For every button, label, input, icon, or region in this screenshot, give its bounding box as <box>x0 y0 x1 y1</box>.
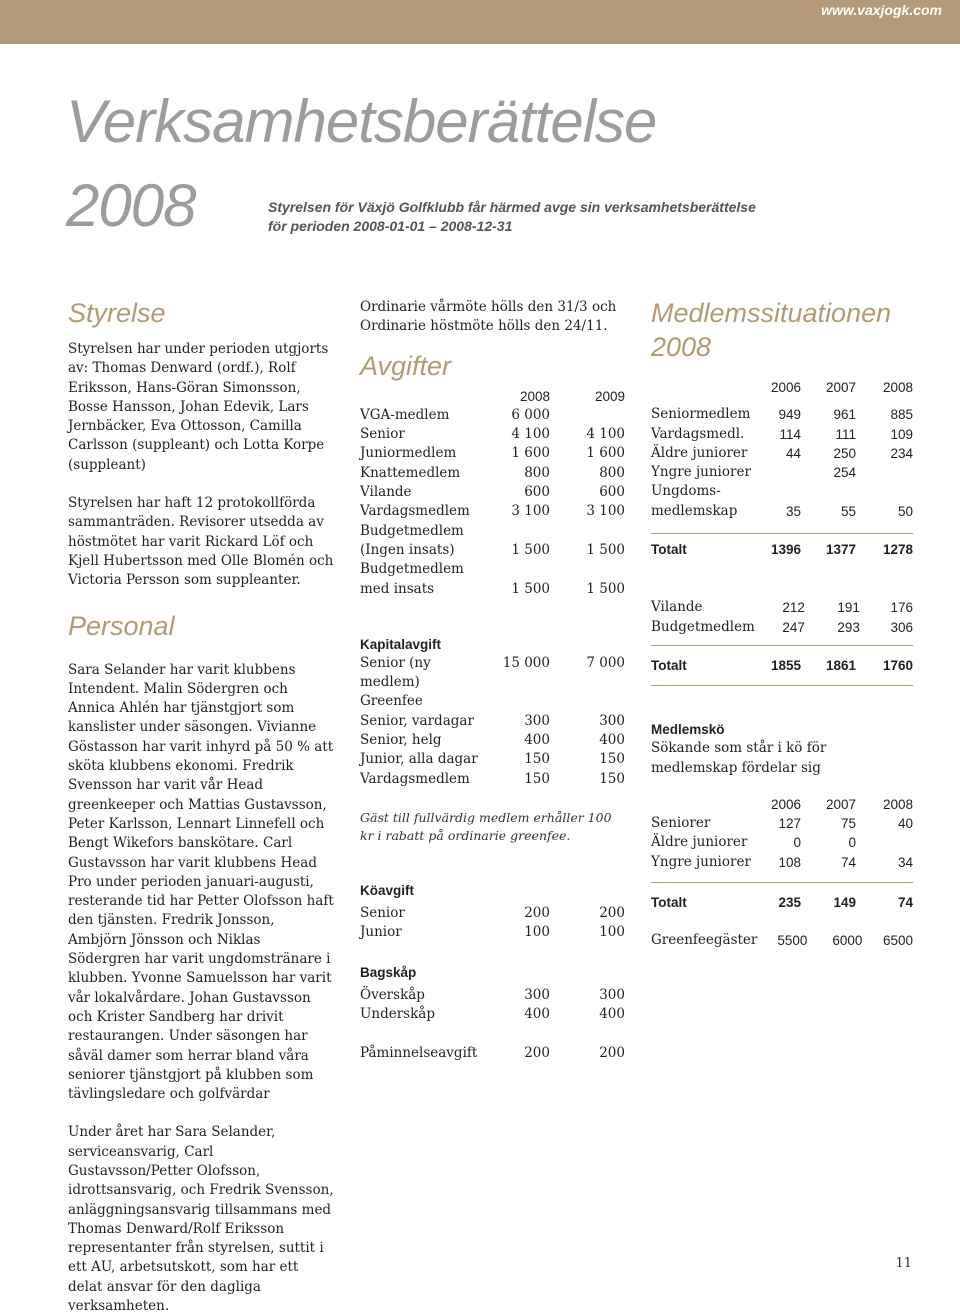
table-row <box>360 923 625 942</box>
row-value: 1278 <box>882 542 913 558</box>
medlem-rows-2 <box>651 598 913 637</box>
medlemsko-total-table <box>651 893 913 912</box>
row-label: Ungdoms- <box>651 483 721 500</box>
table-row <box>360 425 625 444</box>
top-bar <box>0 0 960 44</box>
row-value: 200 <box>524 904 550 921</box>
medlemsko-rows <box>651 814 913 872</box>
year-header: 2006 <box>770 380 801 395</box>
row-value: 3 100 <box>586 503 625 520</box>
page-number: 11 <box>895 1256 912 1271</box>
table-row <box>651 482 913 501</box>
heading-line-1: Medlemssituationen <box>651 298 892 328</box>
row-value <box>751 463 801 482</box>
row-value: 400 <box>599 732 625 749</box>
avgifter-table <box>360 387 625 599</box>
row-value: 400 <box>524 732 550 749</box>
row-value: 400 <box>524 1005 550 1022</box>
table-row <box>360 770 625 789</box>
row-value: 100 <box>599 924 625 941</box>
medlem-table <box>651 378 913 521</box>
avgifter-heading: Avgifter <box>360 350 452 381</box>
greenfee-note: Gäst till fullvärdig medlem erhåller 100 kr i rabatt på ordinarie greenfee. <box>360 809 612 843</box>
bagskap-heading: Bagskåp <box>360 964 417 980</box>
row-value <box>550 692 625 711</box>
table-row <box>651 618 913 637</box>
table-row <box>651 444 913 463</box>
row-value <box>550 560 625 579</box>
row-label: Vardagsmedl. <box>651 425 745 442</box>
row-value: 1855 <box>770 657 801 673</box>
row-label: VGA-medlem <box>360 406 450 423</box>
row-value: 74 <box>840 854 856 870</box>
row-value: 74 <box>897 895 913 911</box>
row-value: 127 <box>778 816 801 832</box>
year-header: 2009 <box>594 388 625 404</box>
row-label: Budgetmedlem <box>360 561 464 578</box>
row-value: 1 600 <box>511 445 550 462</box>
row-label: Påminnelseavgift <box>360 1045 478 1062</box>
bagskap-table <box>360 986 625 1025</box>
table-row <box>360 986 625 1005</box>
row-value <box>478 692 550 711</box>
table-row <box>651 814 913 833</box>
row-value: 6 000 <box>511 406 550 423</box>
row-value: 108 <box>778 854 801 870</box>
table-row <box>651 656 913 675</box>
row-label: Vilande <box>360 484 412 501</box>
row-label: Senior (ny medlem) <box>360 654 431 691</box>
table-row <box>360 654 625 693</box>
row-value <box>856 833 913 852</box>
row-label: Knattemedlem <box>360 464 461 481</box>
greenfee-row <box>651 931 913 950</box>
row-value: 300 <box>524 986 550 1003</box>
row-value: 1 500 <box>511 541 550 558</box>
row-value: 800 <box>599 464 625 481</box>
totalt-row <box>651 656 913 675</box>
personal-paragraph-1: Sara Selander har varit klubbens Intendent. Malin Södergren och Annica Ahlén har tjänstgjort som kanslister under säsongen. Vivianne Göstasson har varit inhyrd på 50 % att sköta klubbens ekonomi. Fredrik Svensson har varit vår Head greenkeeper och Mattias Gustavsson, Peter Karlsson, Lennart Linnefell och Bengt Wikefors banskötare. Carl Gustavsson har varit klubbens Head Pro under perioden januari-augusti, resterande tid har Petter Olofsson haft den tjänsten. Fredrik Jonsson, Ambjörn Jönsson och Niklas Södergren har varit ungdomstränare i klubben. Yvonne Samuelsson har varit vår lokalvårdare. Johan Gustavsson och Krister Sandberg har drivit restaurangen. Under säsongen har såväl damer som herrar bland våra seniorer tjänstgjort på klubben som tävlingsledare och golfvärdar <box>68 661 334 1103</box>
table-row <box>651 502 913 521</box>
row-label: Senior, helg <box>360 732 442 749</box>
column-avgifter <box>360 298 625 1063</box>
year-header: 2007 <box>825 796 856 812</box>
table-row <box>360 750 625 769</box>
table-row <box>360 444 625 463</box>
row-label: Seniorer <box>651 815 711 832</box>
personal-heading: Personal <box>68 610 175 641</box>
row-value: 149 <box>833 895 856 911</box>
table-row <box>360 692 625 711</box>
row-value: 7 000 <box>586 654 625 671</box>
row-value: 306 <box>890 619 913 635</box>
medlem-total-table-2 <box>651 656 913 675</box>
row-value: 1 600 <box>586 445 625 462</box>
page-year: 2008 <box>66 172 196 239</box>
table-row <box>651 540 913 559</box>
table-row <box>651 405 913 424</box>
medlem-total-table <box>651 540 913 559</box>
greenfee-table <box>651 931 913 950</box>
row-label: (Ingen insats) <box>360 541 455 558</box>
row-label: Totalt <box>651 657 687 673</box>
row-value <box>550 406 625 425</box>
row-label: Senior <box>360 426 405 443</box>
row-value: 1 500 <box>511 580 550 597</box>
divider <box>651 685 913 686</box>
row-label: Vardagsmedlem <box>360 770 470 787</box>
row-label: Yngre juniorer <box>651 853 751 870</box>
row-value: 885 <box>890 407 913 423</box>
medlemsko-heading: Medlemskö <box>651 722 725 738</box>
medlem-year-row <box>651 378 913 397</box>
table-row <box>651 853 913 872</box>
row-value: 250 <box>833 445 856 461</box>
ko-year-row <box>651 795 913 814</box>
row-value: 150 <box>524 770 550 787</box>
intro-line-1: Styrelsen för Växjö Golfklubb får härmed avge sin verksamhetsberättelse <box>268 199 756 215</box>
table-row <box>360 712 625 731</box>
row-value: 234 <box>890 445 913 461</box>
styrelse-paragraph-1: Styrelsen har under perioden utgjorts av: Thomas Denward (ordf.), Rolf Eriksson, Hans-Göran Simonsson, Bosse Hansson, Johan Edevik, Lars Jernbäcker, Eva Ottosson, Camilla Carlsson (suppleant) och Lotta Korpe (suppleant) <box>68 341 329 473</box>
table-row <box>360 502 625 521</box>
row-value: 300 <box>599 712 625 729</box>
row-value: 150 <box>524 751 550 768</box>
medlemsko-text: Sökande som står i kö för medlemskap fördelar sig <box>651 740 827 776</box>
row-value: 44 <box>785 445 801 461</box>
row-value: 1760 <box>882 657 913 673</box>
row-label: Greenfee <box>360 693 423 710</box>
row-value: 15 000 <box>502 654 550 671</box>
row-label: Seniormedlem <box>651 406 751 423</box>
table-row <box>651 931 913 950</box>
row-value: 150 <box>599 751 625 768</box>
medlemssituationen-heading <box>651 296 913 364</box>
row-value: 4 100 <box>511 426 550 443</box>
row-value <box>856 482 913 501</box>
row-value: 111 <box>835 426 856 442</box>
website-url[interactable]: www.vaxjogk.com <box>821 2 942 18</box>
row-value: 949 <box>778 407 801 423</box>
table-row <box>360 731 625 750</box>
row-label: Senior, vardagar <box>360 712 474 729</box>
page-title: Verksamhetsberättelse <box>66 88 657 155</box>
row-value: 254 <box>833 465 856 481</box>
row-value: 600 <box>524 484 550 501</box>
medlem-table-2 <box>651 598 913 637</box>
row-label: Överskåp <box>360 986 425 1003</box>
avgifter-year-row <box>360 387 625 406</box>
row-value: 800 <box>524 464 550 481</box>
row-value: 34 <box>897 854 913 870</box>
kapitalavgift-rows <box>360 654 625 789</box>
row-value <box>550 522 625 541</box>
row-value: 5500 <box>777 933 808 949</box>
column-medlemssituationen <box>651 296 913 951</box>
row-value: 3 100 <box>511 503 550 520</box>
medlem-rows <box>651 405 913 521</box>
totalt-row <box>651 893 913 912</box>
row-value: 400 <box>599 1005 625 1022</box>
row-value: 55 <box>840 503 856 519</box>
personal-paragraph-2: Under året har Sara Selander, serviceansvarig, Carl Gustavsson/Petter Olofsson, idrottsansvarig, och Fredrik Svensson, anläggningsansvarig tillsammans med Thomas Denward/Rolf Eriksson representanter från styrelsen, suttit i ett AU, arbetsutskott, som har ett delat ansvar för den dagliga verksamheten. <box>68 1124 334 1315</box>
year-header: 2008 <box>882 380 913 395</box>
row-value: 200 <box>599 1045 625 1062</box>
paminnelse-row <box>360 1044 625 1063</box>
divider <box>651 882 913 883</box>
row-value: 75 <box>840 816 856 832</box>
row-label: Budgetmedlem <box>360 522 464 539</box>
row-value <box>856 463 913 482</box>
row-label: Totalt <box>651 895 687 911</box>
row-value: 1 500 <box>586 541 625 558</box>
table-row <box>360 522 625 541</box>
column-styrelse-personal <box>68 296 336 1316</box>
row-label: Junior <box>360 924 402 941</box>
intro-text <box>268 198 908 236</box>
table-row <box>651 463 913 482</box>
row-value: 247 <box>782 619 805 635</box>
row-label: Juniormedlem <box>360 445 457 462</box>
row-value: 6500 <box>882 933 913 949</box>
row-label: Totalt <box>651 542 687 558</box>
heading-line-2: 2008 <box>651 332 712 362</box>
row-value: 35 <box>785 503 801 519</box>
row-value: 212 <box>782 600 805 616</box>
table-row <box>360 464 625 483</box>
row-value: 235 <box>778 895 801 911</box>
totalt-row <box>651 540 913 559</box>
row-value: 176 <box>890 600 913 616</box>
row-value <box>751 482 801 501</box>
koavgift-table <box>360 904 625 943</box>
year-header: 2008 <box>519 388 550 404</box>
row-value: 109 <box>890 426 913 442</box>
kapitalavgift-table <box>360 654 625 789</box>
row-value: 300 <box>524 712 550 729</box>
table-row <box>360 483 625 502</box>
row-label: Äldre juniorer <box>651 834 748 851</box>
row-value: 0 <box>848 835 856 851</box>
row-value: 100 <box>524 924 550 941</box>
table-row <box>651 833 913 852</box>
table-row <box>360 1005 625 1024</box>
row-value: 1861 <box>825 657 856 673</box>
row-label: Vardagsmedlem <box>360 503 470 520</box>
divider <box>651 645 913 646</box>
bagskap-rows <box>360 986 625 1025</box>
row-label: Junior, alla dagar <box>360 751 478 768</box>
styrelse-heading: Styrelse <box>68 298 166 328</box>
koavgift-rows <box>360 904 625 943</box>
table-row <box>651 425 913 444</box>
row-value: 150 <box>599 770 625 787</box>
row-value: 4 100 <box>586 426 625 443</box>
intro-line-2: för perioden 2008-01-01 – 2008-12-31 <box>268 218 513 234</box>
divider <box>651 533 913 534</box>
row-value: 293 <box>837 619 860 635</box>
row-value: 600 <box>599 484 625 501</box>
row-label: Underskåp <box>360 1005 435 1022</box>
row-label: med insats <box>360 580 435 597</box>
row-value: 1 500 <box>586 580 625 597</box>
row-value: 50 <box>897 503 913 519</box>
table-row <box>651 893 913 912</box>
year-header: 2006 <box>770 796 801 812</box>
row-value <box>478 522 550 541</box>
row-value: 961 <box>833 407 856 423</box>
table-row <box>360 560 625 579</box>
row-label: Senior <box>360 904 405 921</box>
row-label: Äldre juniorer <box>651 444 748 461</box>
koavgift-heading: Köavgift <box>360 882 414 898</box>
paminnelse-table <box>360 1044 625 1063</box>
table-row <box>360 904 625 923</box>
row-value <box>478 560 550 579</box>
row-label: Greenfeegäster <box>651 932 758 949</box>
row-value: 6000 <box>832 933 863 949</box>
row-value: 1396 <box>770 542 801 558</box>
row-value: 40 <box>897 816 913 832</box>
motes-line-1: Ordinarie vårmöte hölls den 31/3 och <box>360 299 617 315</box>
table-row <box>651 598 913 617</box>
year-header: 2007 <box>825 380 856 395</box>
avgifter-rows <box>360 406 625 599</box>
row-label: Budgetmedlem <box>651 618 755 635</box>
motes-line-2: Ordinarie höstmöte hölls den 24/11. <box>360 318 608 335</box>
row-value: 114 <box>779 426 801 442</box>
styrelse-paragraph-2: Styrelsen har haft 12 protokollförda sammanträden. Revisorer utsedda av höstmötet har varit Rickard Löf och Kjell Hubertsson med Olle Blomén och Victoria Persson som suppleanter. <box>68 495 334 589</box>
row-value: 0 <box>793 835 801 851</box>
year-header: 2008 <box>882 796 913 812</box>
row-label: medlemskap <box>651 502 738 519</box>
table-row <box>360 541 625 560</box>
row-label: Vilande <box>651 599 703 616</box>
table-row <box>360 580 625 599</box>
medlemsko-table <box>651 795 913 872</box>
row-value: 200 <box>524 1045 550 1062</box>
table-row <box>360 406 625 425</box>
row-value: 300 <box>599 986 625 1003</box>
row-value: 191 <box>837 600 860 616</box>
row-value <box>801 482 856 501</box>
kapitalavgift-heading: Kapitalavgift <box>360 636 442 652</box>
row-value: 200 <box>599 904 625 921</box>
row-value: 1377 <box>825 542 856 558</box>
row-label: Yngre juniorer <box>651 464 751 481</box>
